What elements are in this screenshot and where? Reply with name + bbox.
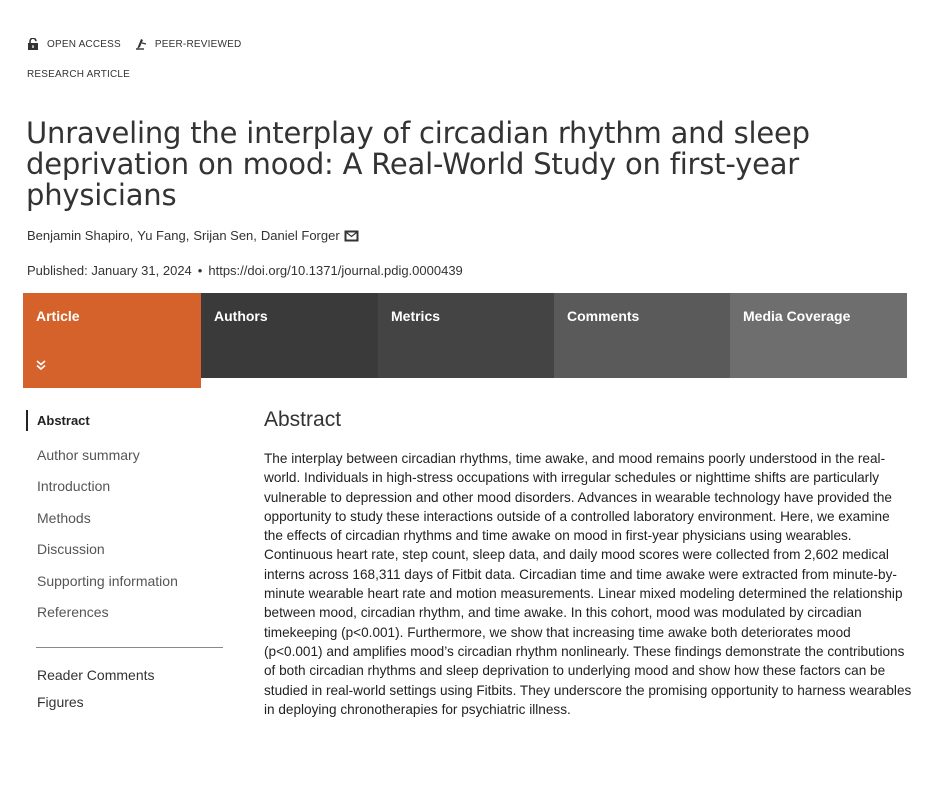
open-access-label: OPEN ACCESS: [47, 38, 121, 50]
nav-item-discussion[interactable]: Discussion: [37, 541, 105, 557]
abstract-heading: Abstract: [264, 408, 342, 431]
author-link[interactable]: Yu Fang: [137, 228, 186, 243]
nav-item-abstract[interactable]: Abstract: [26, 410, 214, 431]
nav-secondary: [26, 663, 214, 717]
tab-label: Metrics: [391, 308, 441, 324]
tab-label: Article: [36, 308, 80, 324]
tab-metrics[interactable]: [378, 293, 554, 378]
article-type: RESEARCH ARTICLE: [27, 69, 131, 80]
nav-item-reader-comments[interactable]: Reader Comments: [37, 666, 155, 683]
tab-article[interactable]: [23, 293, 201, 388]
author-link[interactable]: Srijan Sen: [193, 228, 254, 243]
access-badges: [27, 38, 255, 50]
nav-item-references[interactable]: References: [37, 604, 109, 620]
email-icon[interactable]: [344, 230, 359, 242]
tab-media-coverage[interactable]: [730, 293, 907, 378]
section-nav: [26, 410, 214, 717]
published-date: Published: January 31, 2024: [27, 263, 192, 278]
author-separator: ,: [129, 228, 134, 243]
author-list: [27, 228, 359, 243]
nav-item-supporting-information[interactable]: Supporting information: [37, 572, 178, 589]
bullet-separator: •: [197, 263, 203, 278]
chevron-down-icon: [35, 359, 47, 371]
peer-reviewed-icon: [135, 38, 147, 50]
tab-authors[interactable]: [201, 293, 378, 378]
peer-reviewed-badge: [135, 38, 242, 50]
publication-info: [27, 263, 463, 278]
nav-item-introduction[interactable]: Introduction: [37, 478, 111, 494]
tab-label: Media Coverage: [743, 308, 851, 324]
open-access-badge: [27, 38, 121, 50]
tab-comments[interactable]: [554, 293, 730, 378]
author-separator: ,: [185, 228, 190, 243]
author-separator: ,: [253, 228, 257, 243]
nav-item-methods[interactable]: Methods: [37, 509, 91, 526]
author-link[interactable]: Daniel Forger: [260, 228, 340, 243]
tab-label: Comments: [567, 308, 640, 324]
doi-link[interactable]: https://doi.org/10.1371/journal.pdig.0000439: [208, 263, 463, 278]
nav-item-figures[interactable]: Figures: [37, 693, 84, 710]
abstract-section: [264, 408, 912, 719]
tab-label: Authors: [214, 308, 268, 324]
unlock-icon: [27, 38, 39, 50]
abstract-text: The interplay between circadian rhythms, time awake, and mood remains poorly understood in the real-world. Individuals in high-stress occupations with irregular schedules or nighttime shifts are particularly vulnerable to depression and other mood disorders. Advances in wearable technology have provided the opportunity to study these interactions outside of a controlled laboratory environment. Here, we examine the effects of circadian rhythms and time awake on mood in first-year physicians using wearables. Continuous heart rate, step count, sleep data, and daily mood scores were collected from 2,602 medical interns across 168,311 days of Fitbit data. Circadian time and time awake were extracted from minute-by-minute wearable heart rate and motion measurements. Linear mixed modeling determined the relationship between mood, circadian rhythm, and time awake. In this cohort, mood was modulated by circadian timekeeping (p<0.001). Furthermore, we show that increasing time awake both deteriorates mood (p<0.001) and amplifies mood’s circadian rhythm nonlinearly. These findings demonstrate the contributions of both circadian rhythms and sleep deprivation to underlying mood and show how these factors can be studied in real-world settings using Fitbits. They underscore the promising opportunity to harness wearables in deploying chronotherapies for psychiatric illness.: [264, 451, 912, 717]
author-link[interactable]: Benjamin Shapiro: [27, 228, 130, 243]
nav-divider: [36, 647, 223, 648]
nav-item-author-summary[interactable]: Author summary: [37, 446, 140, 463]
article-tabs: [23, 293, 907, 388]
peer-reviewed-label: PEER-REVIEWED: [154, 38, 242, 50]
article-title: Unraveling the interplay of circadian rhythm and sleep deprivation on mood: A Real-World Study on first-year physicians: [26, 116, 810, 212]
